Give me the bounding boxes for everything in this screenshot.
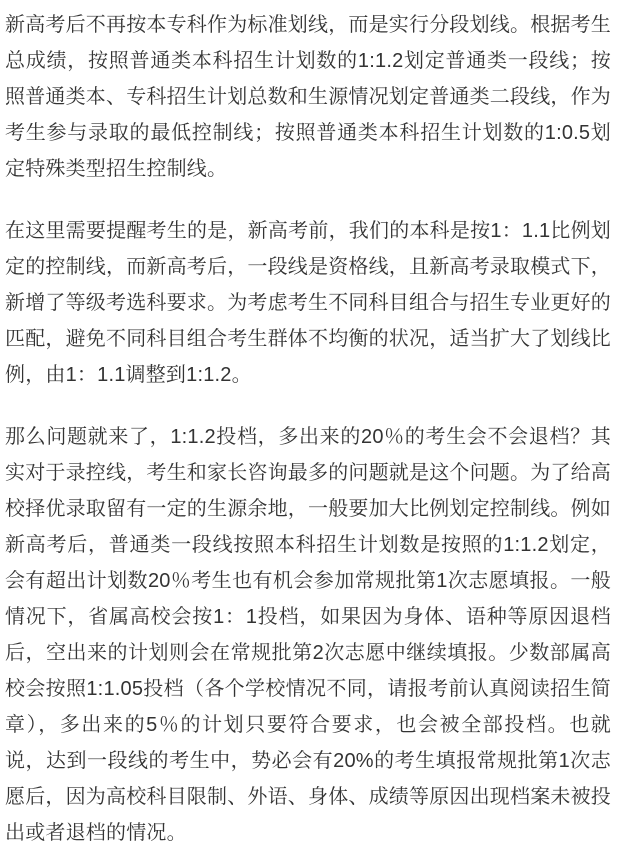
paragraph-segmented-line-policy: 新高考后不再按本专科作为标准划线，而是实行分段划线。根据考生总成绩，按照普通类本科招生计划数的1:1.2划定普通类一段线；按照普通类本、专科招生计划总数和生源情况划定普通类二段线，作为考生参与录取的最低控制线；按照普通类本科招生计划数的1:0.5划定特殊类型招生控制线。 [5, 14, 611, 180]
paragraph-retreat-file-question: 那么问题就来了，1:1.2投档，多出来的20％的考生会不会退档？其实对于录控线，考生和家长咨询最多的问题就是这个问题。为了给高校择优录取留有一定的生源余地，一般要加大比例划定控制线。例如新高考后，普通类一段线按照本科招生计划数是按照的1:1.2划定，会有超出计划数20％考生也有机会参加常规批第1次志愿填报。一般情况下，省属高校会按1：1投档，如果因为身体、语种等原因退档后，空出来的计划则会在常规批第2次志愿中继续填报。少数部属高校会按照1:1.05投档（各个学校情况不同，请报考前认真阅读招生简章），多出来的5％的计划只要符合要求，也会被全部投档。也就说，达到一段线的考生中，势必会有20%的考生填报常规批第1次志愿后，因为高校科目限制、外语、身体、成绩等原因出现档案未被投出或者退档的情况。 [5, 426, 611, 844]
paragraph-ratio-adjustment-reminder: 在这里需要提醒考生的是，新高考前，我们的本科是按1：1.1比例划定的控制线，而新高考后，一段线是资格线，且新高考录取模式下，新增了等级考选科要求。为考虑考生不同科目组合与招生专业更好的匹配，避免不同科目组合考生群体不均衡的状况，适当扩大了划线比例，由1：1.1调整到1:1.2。 [5, 220, 611, 386]
